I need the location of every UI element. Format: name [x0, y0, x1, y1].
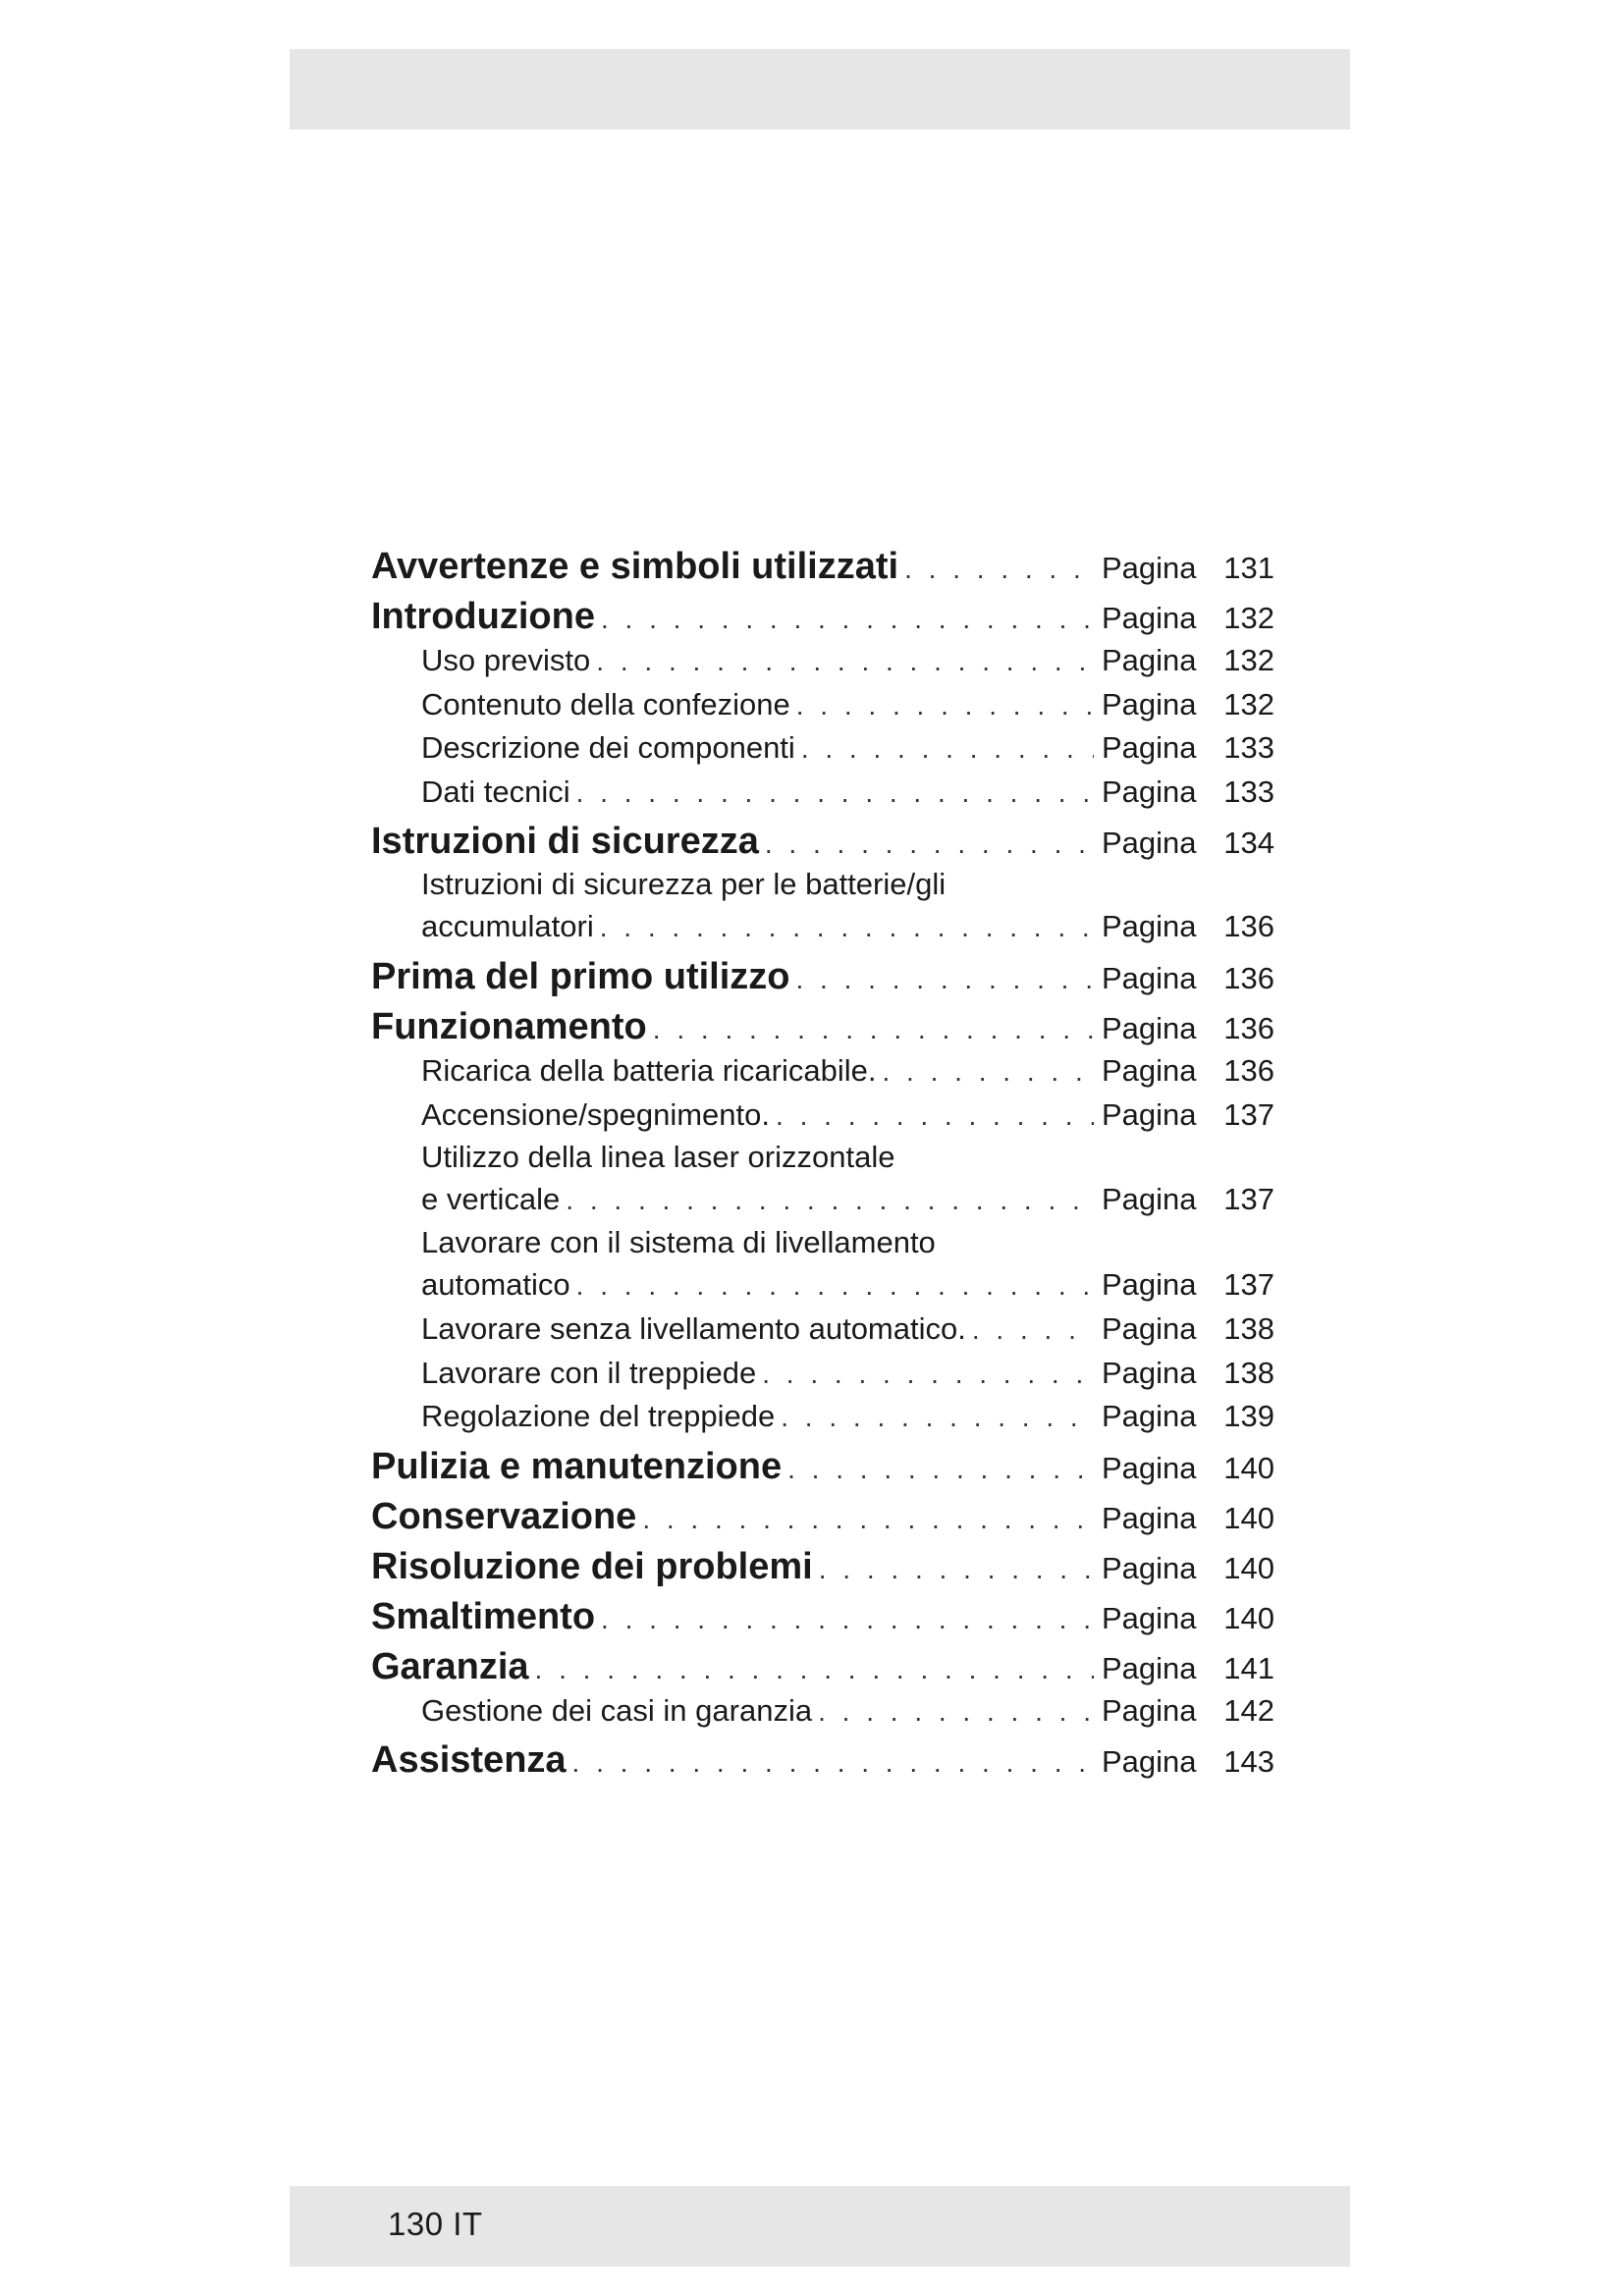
toc-entry-title: Lavorare senza livellamento automatico. — [421, 1311, 966, 1346]
toc-entry-title: Smaltimento — [371, 1595, 596, 1637]
dot-leader — [818, 1689, 1094, 1735]
dot-leader — [762, 1352, 1094, 1397]
toc-entry-title: Regolazione del treppiede — [421, 1399, 776, 1433]
page-word: Pagina — [1102, 1500, 1197, 1535]
toc-entry-title: Assistenza — [371, 1739, 567, 1781]
toc-entry-title: Accensione/spegnimento. — [421, 1096, 771, 1132]
dot-leader — [796, 683, 1094, 728]
toc-entry-title: Uso previsto — [421, 643, 591, 677]
toc-subentry — [371, 770, 1274, 814]
toc-entry-title-line2: automatico — [421, 1267, 570, 1302]
toc-entry-title: Dati tecnici — [421, 774, 570, 809]
dot-leader — [576, 1263, 1094, 1308]
page-number: 136 — [1223, 1011, 1274, 1045]
page-word: Pagina — [1102, 1267, 1197, 1302]
page-word: Pagina — [1102, 551, 1197, 585]
toc-entry-title: Pulizia e manutenzione — [371, 1445, 783, 1487]
page-word: Pagina — [1102, 1600, 1197, 1635]
toc-subentry — [371, 1688, 1274, 1733]
toc-entry-title: Lavorare con il treppiede — [421, 1355, 757, 1390]
toc-entry — [371, 813, 1274, 863]
toc-subentry — [371, 1394, 1274, 1438]
page-word: Pagina — [1102, 1450, 1197, 1485]
page-word: Pagina — [1102, 1096, 1197, 1132]
page-word: Pagina — [1102, 1011, 1197, 1045]
page-word: Pagina — [1102, 1550, 1197, 1585]
dot-leader — [576, 771, 1094, 816]
page-number: 142 — [1223, 1692, 1274, 1728]
page-number: 136 — [1223, 1053, 1274, 1088]
toc-subentry — [371, 1351, 1274, 1395]
page-number: 133 — [1223, 730, 1274, 765]
header-band — [290, 49, 1350, 130]
toc-entry-title: Conservazione — [371, 1495, 637, 1537]
toc-entry — [371, 948, 1274, 998]
page-word: Pagina — [1102, 1650, 1197, 1685]
page-number: 132 — [1223, 643, 1274, 677]
page-word: Pagina — [1102, 1355, 1197, 1390]
dot-leader — [801, 726, 1094, 772]
toc-entry-title-line1: Utilizzo della linea laser orizzontale — [421, 1140, 895, 1174]
page-number: 133 — [1223, 774, 1274, 809]
toc-entry-title-line2: e verticale — [421, 1182, 561, 1216]
toc-entry — [371, 1732, 1274, 1782]
toc-entry-title: Avvertenze e simboli utilizzati — [371, 546, 899, 587]
toc-subentry — [371, 682, 1274, 726]
page-number: 132 — [1223, 601, 1274, 635]
dot-leader — [596, 639, 1094, 684]
dot-leader — [972, 1308, 1094, 1353]
toc-subentry — [371, 863, 1274, 948]
toc-subentry — [371, 1093, 1274, 1137]
page-number: 132 — [1223, 686, 1274, 721]
toc-entry-title: Istruzioni di sicurezza — [371, 821, 759, 862]
toc-subentry — [371, 1136, 1274, 1221]
page-word: Pagina — [1102, 1399, 1197, 1433]
page-number: 131 — [1223, 551, 1274, 585]
toc-entry-title: Descrizione dei componenti — [421, 730, 795, 765]
page-word: Pagina — [1102, 826, 1197, 860]
page-number: 140 — [1223, 1450, 1274, 1485]
toc-subentry — [371, 638, 1274, 682]
page-word: Pagina — [1102, 909, 1197, 943]
page-number: 138 — [1223, 1355, 1274, 1390]
dot-leader — [776, 1094, 1094, 1139]
toc-entry — [371, 588, 1274, 638]
toc-entry-title: Gestione dei casi in garanzia — [421, 1692, 813, 1728]
page-word: Pagina — [1102, 961, 1197, 995]
toc-subentry — [371, 1307, 1274, 1351]
toc-entry-title: Introduzione — [371, 596, 595, 637]
toc-entry — [371, 1488, 1274, 1538]
toc-entry-title-line1: Istruzioni di sicurezza per le batterie/gli — [421, 867, 947, 901]
page-word: Pagina — [1102, 643, 1197, 677]
page-word: Pagina — [1102, 1053, 1197, 1088]
toc-entry-title-line2: accumulatori — [421, 909, 594, 943]
page-number: 137 — [1223, 1267, 1274, 1302]
page-number: 136 — [1223, 909, 1274, 943]
page-number: 141 — [1223, 1650, 1274, 1685]
toc-entry — [371, 1538, 1274, 1588]
page-number: 140 — [1223, 1550, 1274, 1585]
page-word: Pagina — [1102, 1692, 1197, 1728]
toc-entry — [371, 1638, 1274, 1688]
dot-leader — [882, 1049, 1094, 1095]
toc-entry-title: Contenuto della confezione — [421, 686, 790, 721]
page-number: 137 — [1223, 1182, 1274, 1216]
toc-entry — [371, 1438, 1274, 1488]
page-number: 143 — [1223, 1744, 1274, 1779]
page-word: Pagina — [1102, 730, 1197, 765]
page-word: Pagina — [1102, 1182, 1197, 1216]
page-word: Pagina — [1102, 774, 1197, 809]
toc-entry-title: Garanzia — [371, 1645, 529, 1687]
page-number: 136 — [1223, 961, 1274, 995]
page-number: 138 — [1223, 1311, 1274, 1346]
page-number: 139 — [1223, 1399, 1274, 1433]
toc-entry — [371, 1588, 1274, 1638]
toc-entry-title: Ricarica della batteria ricaricabile. — [421, 1053, 877, 1088]
dot-leader — [566, 1178, 1094, 1223]
toc-entry-title: Funzionamento — [371, 1006, 647, 1047]
footer-band — [290, 2186, 1350, 2267]
table-of-contents — [371, 538, 1274, 1782]
toc-entry — [371, 538, 1274, 588]
page-word: Pagina — [1102, 686, 1197, 721]
toc-entry-title-line1: Lavorare con il sistema di livellamento — [421, 1225, 936, 1259]
page-number: 140 — [1223, 1500, 1274, 1535]
toc-entry — [371, 998, 1274, 1048]
toc-subentry — [371, 725, 1274, 770]
page-number-label: 130 IT — [388, 2206, 483, 2242]
dot-leader — [781, 1395, 1094, 1440]
page-number: 140 — [1223, 1600, 1274, 1635]
dot-leader — [600, 905, 1094, 950]
page-word: Pagina — [1102, 1744, 1197, 1779]
toc-entry-title: Prima del primo utilizzo — [371, 956, 790, 997]
toc-subentry — [371, 1221, 1274, 1307]
page-number: 134 — [1223, 826, 1274, 860]
page-number: 137 — [1223, 1096, 1274, 1132]
page-word: Pagina — [1102, 601, 1197, 635]
page-word: Pagina — [1102, 1311, 1197, 1346]
dot-leader — [572, 1735, 1094, 1791]
toc-entry-title: Risoluzione dei problemi — [371, 1545, 813, 1587]
toc-subentry — [371, 1048, 1274, 1093]
